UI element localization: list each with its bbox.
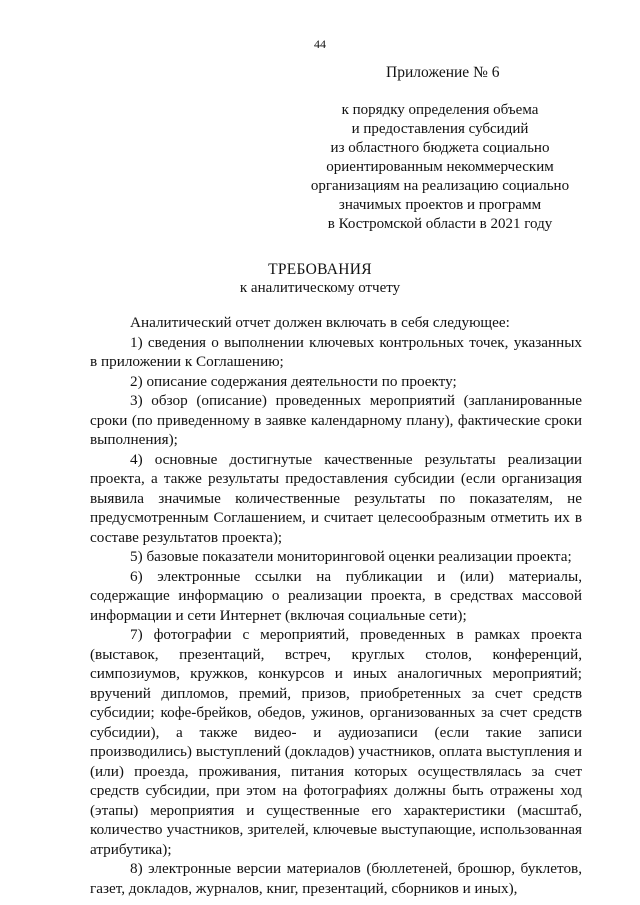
list-item: 8) электронные версии материалов (бюллетеней, брошюр, буклетов, газет, докладов, журналов, книг, презентаций, сборников и иных), xyxy=(90,860,582,897)
appendix-line: и предоставления субсидий xyxy=(351,121,529,137)
document-title: ТРЕБОВАНИЯ xyxy=(268,261,372,278)
list-item: 4) основные достигнутые качественные результаты реализации проекта, а также результаты предоставления субсидии (если организация выявила значимые количественные результаты по показателям, не предусмотренным Соглашением, и считает целесообразным отметить их в составе результатов проекта); xyxy=(90,450,582,546)
appendix-line: к порядку определения объема xyxy=(341,102,539,118)
appendix-line: из областного бюджета социально xyxy=(330,140,550,156)
list-item: 5) базовые показатели мониторинговой оценки реализации проекта; xyxy=(130,548,572,565)
appendix-title: Приложение № 6 xyxy=(386,64,500,81)
appendix-line: организациям на реализацию социально xyxy=(310,178,570,194)
list-item: 3) обзор (описание) проведенных мероприятий (запланированные сроки (по приведенному в заявке календарному плану), фактические сроки выполнения); xyxy=(90,392,582,448)
appendix-subtitle xyxy=(290,101,590,234)
body-text xyxy=(90,313,582,898)
list-item: 7) фотографии с мероприятий, проведенных в рамках проекта (выставок, презентаций, встреч, круглых столов, конференций, симпозиумов, кружков, конкурсов и иных аналогичных мероприятий; вручений дипломов, премий, призов, приобретенных за счет средств субсидии; кофе-брейков, обедов, ужинов, организованных за счет средств субсидии), а также видео- и аудиозаписи (если такие записи производились) выступлений (докладов) участников, оплата выступления и (или) проезда, проживания, питания которых осуществлялась за счет средств субсидии, при этом на фотографиях должны быть отражены ход (этапы) мероприятия и существенные его характеристики (масштаб, количество участников, зрителей, ключевые выступающие, использованная атрибутика); xyxy=(90,626,582,858)
list-item: 1) сведения о выполнении ключевых контрольных точек, указанных в приложении к Соглашению; xyxy=(90,333,582,370)
appendix-line: значимых проектов и программ xyxy=(338,197,542,213)
document-subtitle: к аналитическому отчету xyxy=(239,280,401,296)
list-item: 6) электронные ссылки на публикации и (или) материалы, содержащие информацию о реализации проекта, в средствах массовой информации и сети Интернет (включая социальные сети); xyxy=(90,567,582,624)
appendix-line: ориентированным некоммерческим xyxy=(326,159,554,175)
list-item: 2) описание содержания деятельности по проекту; xyxy=(130,372,457,390)
intro-paragraph: Аналитический отчет должен включать в себя следующее: xyxy=(130,314,510,331)
page-number: 44 xyxy=(314,37,326,51)
appendix-line: в Костромской области в 2021 году xyxy=(327,216,553,232)
